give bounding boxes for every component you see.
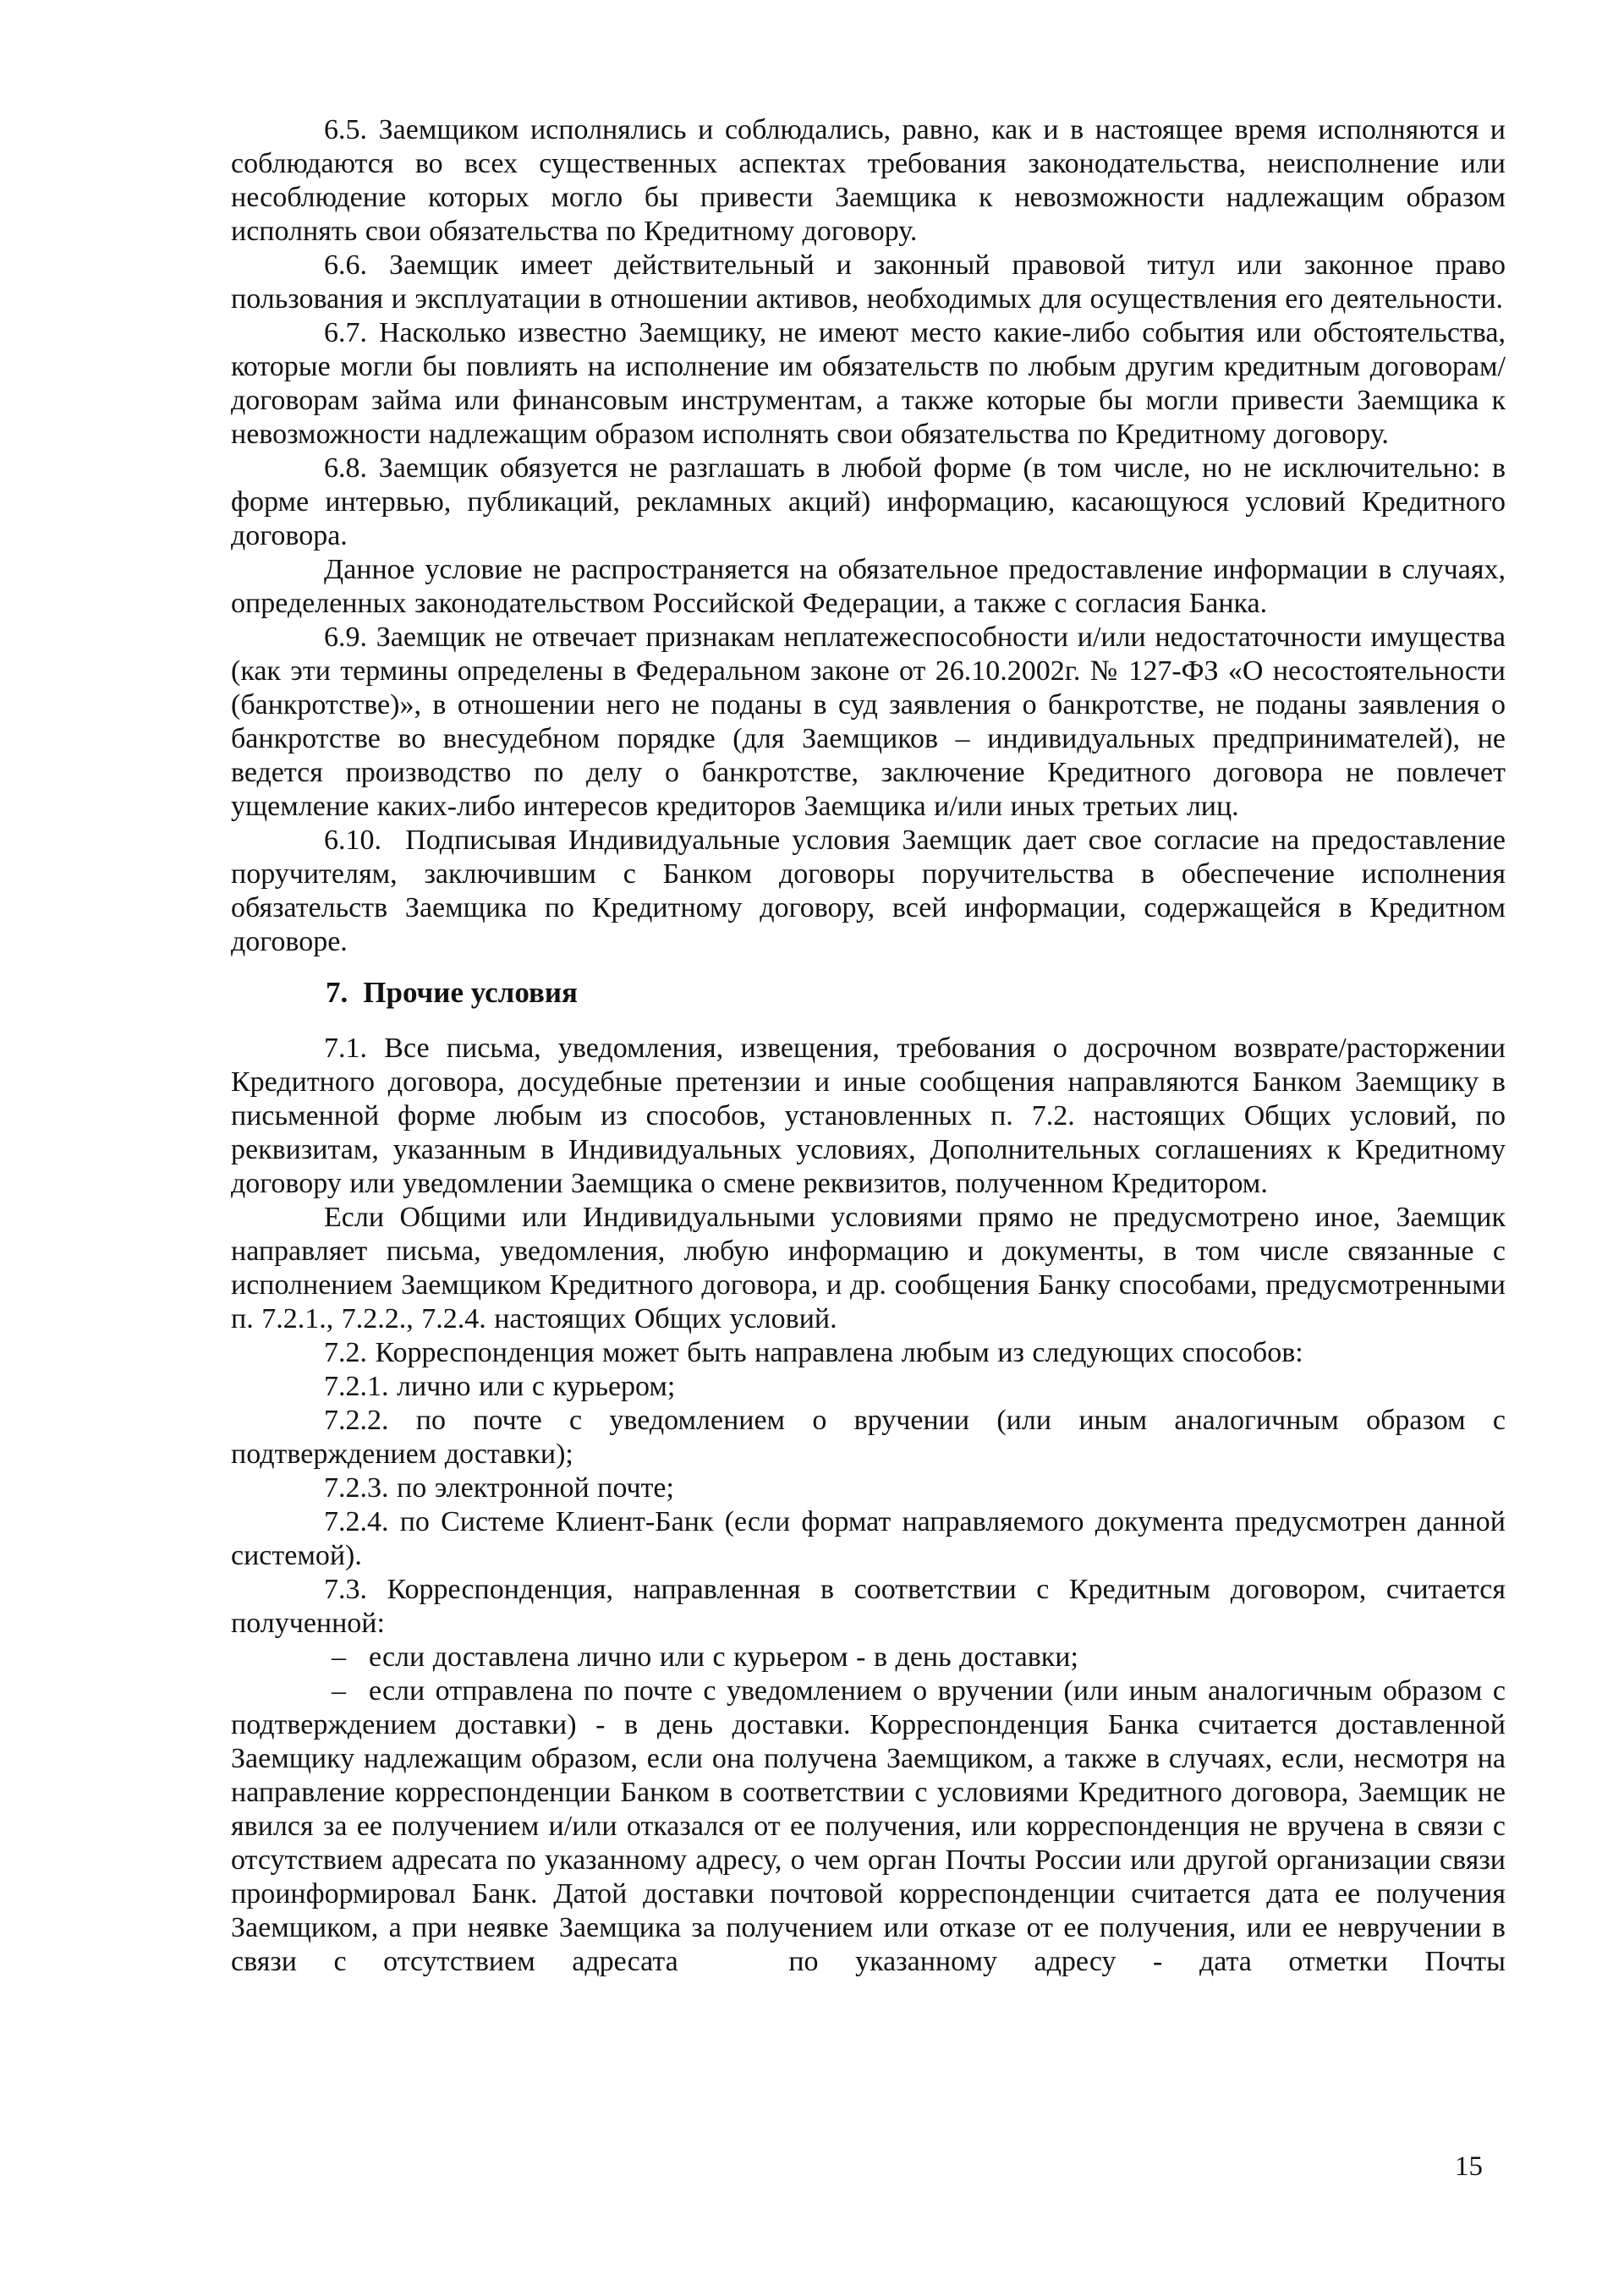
clause-7-2-1: 7.2.1. лично или с курьером; — [324, 1371, 676, 1402]
clause-6-9: 6.9. Заемщик не отвечает признакам неплатежеспособности и/или недостаточности имущества (как эти термины определены в Федеральном законе от 26.10.2002г. № 127-ФЗ «О несостоятельности (банкротстве)», в отношении него не поданы в суд заявления о банкротстве, не поданы заявления о банкротстве во внесудебном порядке (для Заемщиков – индивидуальных предпринимателей), не ведется производство по делу о банкротстве, заключение Кредитного договора не повлечет ущемление каких-либо интересов кредиторов Заемщика и/или иных третьих лиц. — [231, 622, 1506, 822]
clause-6-6: 6.6. Заемщик имеет действительный и законный правовой титул или законное право пользования и эксплуатации в отношении активов, необходимых для осуществления его деятельности. — [231, 249, 1506, 315]
clause-7-2-4: 7.2.4. по Системе Клиент-Банк (если формат направляемого документа предусмотрен данной системой). — [231, 1506, 1506, 1571]
section-7-title: Прочие условия — [363, 976, 578, 1009]
clause-6-7: 6.7. Насколько известно Заемщику, не имеют место какие-либо события или обстоятельства, которые могли бы повлиять на исполнение им обязательств по любым другим кредитным договорам/договорам займа или финансовым инструментам, а также которые бы могли привести Заемщика к невозможности надлежащим образом исполнять свои обязательства по Кредитному договору. — [231, 317, 1506, 450]
page-number: 15 — [1455, 2151, 1483, 2182]
delivery-rule-mail-text: если отправлена по почте с уведомлением о вручении (или иным аналогичным образом с подтверждением доставки) - в день доставки. Корреспонденция Банка считается доставленной Заемщику надлежащим образом, если она получена Заемщиком, а также в случаях, если, несмотря на направление корреспонденции Банком в соответствии с условиями Кредитного договора, Заемщик не явился за ее получением и/или отказался от ее получения, или корреспонденция не вручена в связи с отсутствием адресата по указанному адресу, о чем орган Почты России или другой организации связи проинформировал Банк. Датой доставки почтовой корреспонденции считается дата ее получения Заемщиком, а при неявке Заемщика за получением или отказе от ее получения, или ее невручении в связи с отсутствием адресата по указанному адресу - дата отметки Почты — [231, 1675, 1506, 1977]
delivery-rule-mail — [231, 1674, 1506, 1979]
section-7-heading — [231, 976, 1506, 1010]
clause-6-8-note: Данное условие не распространяется на обязательное предоставление информации в случаях, определенных законодательством Российской Федерации, а также с согласия Банка. — [231, 554, 1506, 619]
clause-7-3: 7.3. Корреспонденция, направленная в соответствии с Кредитным договором, считается полученной: — [231, 1574, 1506, 1639]
clause-6-5: 6.5. Заемщиком исполнялись и соблюдались, равно, как и в настоящее время исполняются и соблюдаются во всех существенных аспектах требования законодательства, неисполнение или несоблюдение которых могло бы привести Заемщика к невозможности надлежащим образом исполнять свои обязательства по Кредитному договору. — [231, 114, 1506, 247]
clause-7-2: 7.2. Корреспонденция может быть направлена любым из следующих способов: — [324, 1337, 1303, 1368]
dash-marker: – — [332, 1675, 346, 1707]
delivery-rule-courier — [231, 1641, 1506, 1674]
dash-marker: – — [332, 1641, 346, 1673]
clause-7-1-note: Если Общими или Индивидуальными условиями прямо не предусмотрено иное, Заемщик направляет письма, уведомления, любую информацию и документы, в том числе связанные с исполнением Заемщиком Кредитного договора, и др. сообщения Банку способами, предусмотренными п. 7.2.1., 7.2.2., 7.2.4. настоящих Общих условий. — [231, 1202, 1506, 1334]
clause-6-10: 6.10. Подписывая Индивидуальные условия Заемщик дает свое согласие на предоставление поручителям, заключившим с Банком договоры поручительства в обеспечение исполнения обязательств Заемщика по Кредитному договору, всей информации, содержащейся в Кредитном договоре. — [231, 825, 1506, 957]
clause-7-2-3: 7.2.3. по электронной почте; — [324, 1472, 674, 1504]
clause-7-2-2: 7.2.2. по почте с уведомлением о вручении (или иным аналогичным образом с подтверждением доставки); — [231, 1405, 1506, 1470]
clause-7-1: 7.1. Все письма, уведомления, извещения, требования о досрочном возврате/расторжении Кредитного договора, досудебные претензии и иные сообщения направляются Банком Заемщику в письменной форме любым из способов, установленных п. 7.2. настоящих Общих условий, по реквизитам, указанным в Индивидуальных условиях, Дополнительных соглашениях к Кредитному договору или уведомлении Заемщика о смене реквизитов, полученном Кредитором. — [231, 1033, 1506, 1199]
delivery-rule-courier-text: если доставлена лично или с курьером - в день доставки; — [369, 1641, 1078, 1673]
document-content — [231, 113, 1506, 1979]
clause-6-8: 6.8. Заемщик обязуется не разглашать в любой форме (в том числе, но не исключительно: в форме интервью, публикаций, рекламных акций) информацию, касающуюся условий Кредитного договора. — [231, 452, 1506, 551]
section-7-number: 7. — [326, 976, 348, 1009]
